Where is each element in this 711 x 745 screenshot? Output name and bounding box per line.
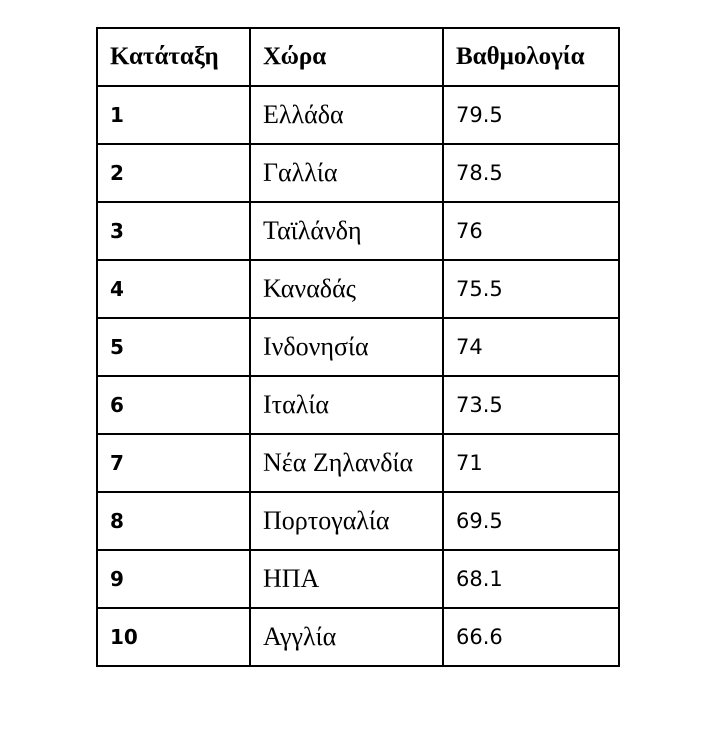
table-row [97,86,619,144]
country-cell: Πορτογαλία [250,492,443,550]
table-row [97,376,619,434]
table-row [97,550,619,608]
rank-column-header: Κατάταξη [97,28,250,86]
rank-cell: 10 [97,608,250,666]
table-header-row [97,28,619,86]
rank-cell: 5 [97,318,250,376]
rank-cell: 4 [97,260,250,318]
country-cell: ΗΠΑ [250,550,443,608]
score-cell: 75.5 [443,260,619,318]
ranking-table [96,27,620,667]
table-row [97,492,619,550]
rank-cell: 3 [97,202,250,260]
rank-cell: 9 [97,550,250,608]
score-cell: 74 [443,318,619,376]
score-cell: 79.5 [443,86,619,144]
table-row [97,434,619,492]
country-cell: Ιταλία [250,376,443,434]
table-row [97,144,619,202]
country-cell: Αγγλία [250,608,443,666]
country-cell: Γαλλία [250,144,443,202]
score-column-header: Βαθμολογία [443,28,619,86]
score-cell: 69.5 [443,492,619,550]
score-cell: 68.1 [443,550,619,608]
score-cell: 78.5 [443,144,619,202]
rank-cell: 6 [97,376,250,434]
country-cell: Ινδονησία [250,318,443,376]
table-row [97,608,619,666]
table-row [97,202,619,260]
country-cell: Καναδάς [250,260,443,318]
score-cell: 66.6 [443,608,619,666]
score-cell: 76 [443,202,619,260]
rank-cell: 1 [97,86,250,144]
country-column-header: Χώρα [250,28,443,86]
rank-cell: 2 [97,144,250,202]
table-row [97,318,619,376]
country-cell: Νέα Ζηλανδία [250,434,443,492]
country-cell: Ταϊλάνδη [250,202,443,260]
country-cell: Ελλάδα [250,86,443,144]
score-cell: 73.5 [443,376,619,434]
score-cell: 71 [443,434,619,492]
table-row [97,260,619,318]
rank-cell: 7 [97,434,250,492]
rank-cell: 8 [97,492,250,550]
